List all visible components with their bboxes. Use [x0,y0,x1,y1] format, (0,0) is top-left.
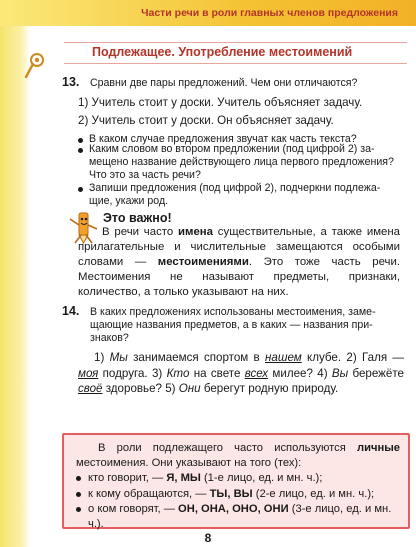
chapter-title: Части речи в роли главных членов предложения [141,7,398,19]
task-number: 13. [62,75,80,89]
side-band [0,0,30,547]
title-rule-bottom [64,63,407,64]
task-prompt: Сравни две пары предложений. Чем они отличаются? [90,77,358,89]
rule-intro: В роли подлежащего часто используются личные местоимения. Они указывают на того (тех): [76,442,400,470]
title-rule-top [64,42,407,43]
important-text: В речи часто имена существительные, а также имена прилагательные и числительные замещаются особыми словами — местоимениями. Это тоже часть речи. Местоимения не называют предметы, признаки, количество, а только указывают на них. [78,226,400,298]
important-title: Это важно! [103,211,172,225]
bullet-icon [76,476,81,481]
rule-box [62,433,410,529]
question-2-line-2: мещено название действующего лица первого предложения? [89,156,394,168]
bullet-icon [78,187,83,192]
section-title: Подлежащее. Употребление местоимений [92,45,353,59]
question-1: В каком случае предложения звучат как часть текста? [89,133,357,145]
task14-line-3: знаков? [90,332,129,344]
rule-item-second-person: к кому обращаются, — ТЫ, ВЫ (2-е лицо, ед. и мн. ч.); [76,487,400,502]
task14-line-2: щающие названия предметов, а в каких — названия при- [90,319,373,331]
bullet-icon [76,492,81,497]
question-2-line-3: Что это за часть речи? [89,169,201,181]
task14-line-1: В каких предложениях использованы местоимения, заме- [90,306,376,318]
task-number: 14. [62,304,80,318]
page-number: 8 [204,531,212,545]
bullet-icon [78,138,83,143]
rule-item-first-person: кто говорит, — Я, МЫ (1-е лицо, ед. и мн. ч.); [76,471,400,486]
sentence-pair-1: 1) Учитель стоит у доски. Учитель объясняет задачу. [78,96,363,109]
bullet-icon [78,148,83,153]
bullet-icon [76,507,81,512]
sentence-pair-2: 2) Учитель стоит у доски. Он объясняет задачу. [78,114,334,127]
rule-item-third-person: о ком говорят, — ОН, ОНА, ОНО, ОНИ (3-е лицо, ед. и мн. ч.). [76,502,400,532]
question-2-line-1: Каким словом во втором предложении (под цифрой 2) за- [89,143,375,155]
pin-icon [23,51,47,81]
example-sentences: 1) Мы занимаемся спортом в нашем клубе. 2) Галя — моя подруга. 3) Кто на свете всех милее? 4) Вы бережёте своё здоровье? 5) Они берегут родную природу. [78,351,405,396]
question-3-line-2: щие, укажи род. [89,195,169,207]
question-3-line-1: Запиши предложения (под цифрой 2), подчеркни подлежа- [89,182,381,194]
